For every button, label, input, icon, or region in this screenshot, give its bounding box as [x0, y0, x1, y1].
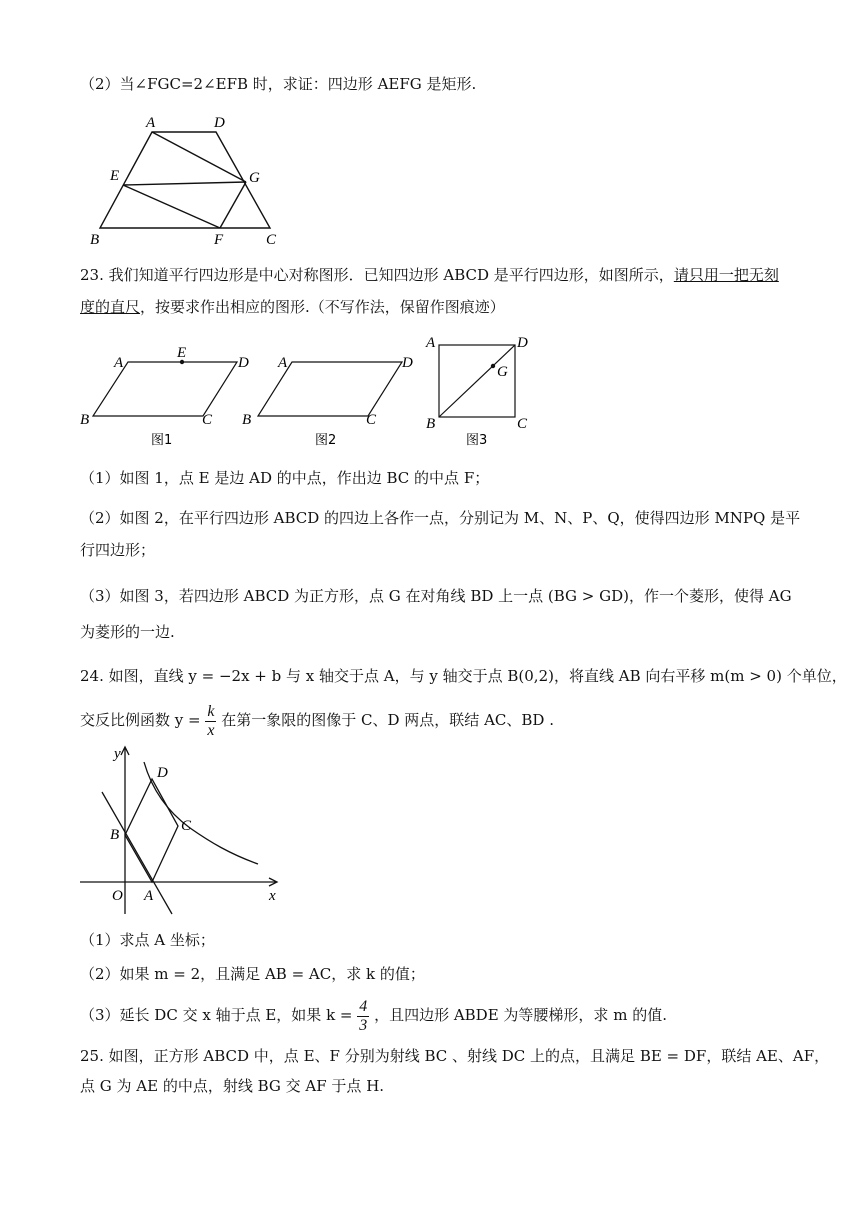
q22-label-b: B	[90, 232, 100, 248]
q23-fig3-caption: 图3	[466, 433, 488, 448]
q23-fig1-label-e: E	[177, 345, 187, 361]
q23-part1: （1）如图 1，点 E 是边 AD 的中点，作出边 BC 的中点 F；	[80, 469, 490, 487]
q23-fig3-label-d: D	[517, 335, 528, 351]
q24-label-b: B	[110, 827, 120, 843]
q23-part3-line1: （3）如图 3，若四边形 ABCD 为正方形，点 G 在对角线 BD 上一点 (BG > GD)，作一个菱形，使得 AG	[80, 587, 792, 605]
q25-line1: 25. 如图，正方形 ABCD 中，点 E、F 分别为射线 BC 、射线 DC 上的点，且满足 BE = DF，联结 AE、AF，	[80, 1047, 830, 1065]
q23-fig2-label-d: D	[402, 355, 413, 371]
q23-fig1-label-d: D	[238, 355, 249, 371]
q25-line2: 点 G 为 AE 的中点，射线 BG 交 AF 于点 H.	[80, 1077, 385, 1095]
q23-fig1-label-a: A	[114, 355, 124, 371]
q24-fraction-4-over-3: $\frac{4}{3}$	[359, 997, 368, 1034]
q24-part1: （1）求点 A 坐标；	[80, 931, 215, 949]
q24-line1: 24. 如图，直线 y = −2x + b 与 x 轴交于点 A，与 y 轴交于点 B(0,2)，将直线 AB 向右平移 m(m > 0) 个单位，	[80, 667, 847, 685]
q23-figure-2	[242, 340, 422, 450]
q24-part3	[80, 995, 667, 1035]
q24-line2-text-a: 交反比例函数 y =	[80, 711, 201, 729]
q24-part2: （2）如果 m = 2，且满足 AB = AC，求 k 的值；	[80, 965, 425, 983]
q22-seg-ef	[123, 185, 220, 228]
q23-fig3-point-g	[491, 364, 495, 368]
q23-fig1-label-b: B	[80, 412, 90, 428]
q23-fig3-label-g: G	[497, 364, 508, 380]
q24-figure	[80, 742, 290, 922]
q24-label-d: D	[157, 765, 168, 781]
q24-label-y: y	[114, 746, 121, 762]
q23-intro-underline: 请只用一把无刻	[673, 266, 779, 284]
q22-label-f: F	[214, 232, 224, 248]
q22-label-g: G	[249, 170, 260, 186]
q24-label-a: A	[144, 888, 154, 904]
q22-label-c: C	[266, 232, 277, 248]
q22-trapezoid	[100, 132, 270, 228]
q22-part2: （2）当∠FGC=2∠EFB 时，求证：四边形 AEFG 是矩形.	[80, 75, 477, 93]
q23-intro-line2	[80, 297, 505, 317]
q23-figure-3	[424, 334, 544, 450]
q23-fig1-label-c: C	[202, 412, 213, 428]
q22-label-e: E	[110, 168, 120, 184]
q24-fraction-k-over-x: $\frac{k}{x}$	[207, 702, 215, 739]
q23-part3-line2: 为菱形的一边.	[80, 623, 175, 641]
q22-figure	[86, 112, 286, 247]
q23-fig3-label-b: B	[426, 416, 436, 432]
q24-label-c: C	[181, 818, 192, 834]
q23-fig1-caption: 图1	[151, 433, 173, 448]
q23-fig2-label-a: A	[278, 355, 288, 371]
q24-line2	[80, 700, 554, 740]
q24-line2-text-b: 在第一象限的图像于 C、D 两点，联结 AC、BD .	[221, 711, 554, 729]
q24-part3-text-b: ，且四边形 ABDE 为等腰梯形，求 m 的值.	[374, 1006, 667, 1024]
q23-intro-text: 23. 我们知道平行四边形是中心对称图形．已知四边形 ABCD 是平行四边形，如图所示，	[80, 266, 674, 284]
q23-fig2-label-c: C	[366, 412, 377, 428]
q23-fig2-caption: 图2	[315, 433, 337, 448]
q22-seg-fg	[220, 182, 246, 228]
q23-part2-line2: 行四边形；	[80, 541, 156, 559]
q24-label-o: O	[112, 888, 123, 904]
q22-label-a: A	[146, 115, 156, 131]
q23-intro-text-2: ，按要求作出相应的图形.（不写作法，保留作图痕迹）	[140, 298, 505, 316]
q23-fig3-label-c: C	[517, 416, 528, 432]
q24-quad-bdca	[125, 779, 178, 882]
q24-part3-text-a: （3）延长 DC 交 x 轴于点 E，如果 k =	[80, 1006, 353, 1024]
q22-seg-ag	[152, 132, 246, 182]
q23-figure-1	[80, 340, 255, 450]
q23-part2-line1: （2）如图 2，在平行四边形 ABCD 的四边上各作一点，分别记为 M、N、P、Q，使得四边形 MNPQ 是平	[80, 509, 801, 527]
q23-fig3-label-a: A	[426, 335, 436, 351]
q22-label-d: D	[214, 115, 225, 131]
q22-seg-eg	[123, 182, 246, 185]
q23-fig2-label-b: B	[242, 412, 252, 428]
q24-label-x: x	[269, 888, 276, 904]
q23-intro-line1	[80, 265, 779, 285]
q23-intro-underline-2: 度的直尺	[80, 298, 141, 316]
